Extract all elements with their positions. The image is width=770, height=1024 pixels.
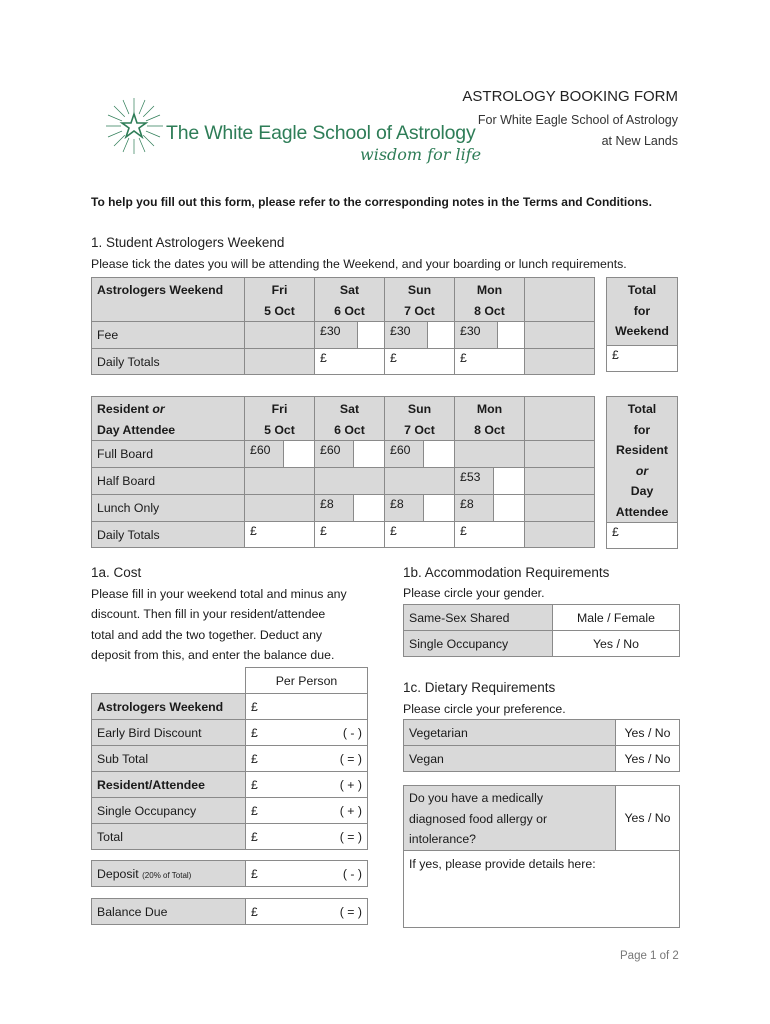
weekend-day-sun: Sun 7 Oct — [385, 278, 455, 322]
weekend-daily-total-blank — [525, 349, 595, 375]
vegetarian-label: Vegetarian — [404, 720, 616, 746]
vegetarian-choice[interactable]: Yes / No — [616, 720, 680, 746]
school-tagline: wisdom for life — [360, 145, 482, 164]
fee-sat: £30 — [315, 322, 385, 349]
balance-value[interactable]: £ ( = ) — [246, 899, 368, 925]
cost-row-discount-value[interactable]: £ ( - ) — [246, 720, 368, 746]
vegan-choice[interactable]: Yes / No — [616, 746, 680, 772]
accommodation-single-choice[interactable]: Yes / No — [553, 631, 680, 657]
lunch-only-label: Lunch Only — [92, 495, 245, 522]
balance-label: Balance Due — [92, 899, 246, 925]
full-board-fri-tickbox[interactable] — [283, 441, 314, 467]
resident-daily-total-sun[interactable]: £ — [385, 522, 455, 548]
weekend-total-table — [606, 277, 678, 372]
cost-corner — [92, 668, 246, 694]
cost-title: 1a. Cost — [91, 565, 142, 580]
cost-row-subtotal-label: Sub Total — [92, 746, 246, 772]
cost-row-single-occupancy-value[interactable]: £ ( + ) — [246, 798, 368, 824]
weekend-total-header: Total for Weekend — [607, 278, 678, 346]
dietary-table — [403, 719, 680, 772]
weekend-daily-total-fri — [245, 349, 315, 375]
vegan-label: Vegan — [404, 746, 616, 772]
weekend-daily-totals-label: Daily Totals — [92, 349, 245, 375]
deposit-table — [91, 860, 368, 887]
accommodation-table — [403, 604, 680, 657]
accommodation-title: 1b. Accommodation Requirements — [403, 565, 610, 580]
weekend-daily-total-mon[interactable]: £ — [455, 349, 525, 375]
resident-day-fri: Fri 5 Oct — [245, 397, 315, 441]
fee-sun-tickbox[interactable] — [427, 322, 454, 348]
weekend-day-mon: Mon 8 Oct — [455, 278, 525, 322]
resident-daily-total-mon[interactable]: £ — [455, 522, 525, 548]
accommodation-instruction: Please circle your gender. — [403, 586, 545, 600]
half-board-label: Half Board — [92, 468, 245, 495]
section-1-title: 1. Student Astrologers Weekend — [91, 235, 285, 250]
allergy-details-label: If yes, please provide details here: — [409, 856, 596, 871]
accommodation-single-label: Single Occupancy — [404, 631, 553, 657]
lunch-only-fri — [245, 495, 315, 522]
resident-daily-totals-label: Daily Totals — [92, 522, 245, 548]
allergy-choice[interactable]: Yes / No — [616, 786, 680, 851]
accommodation-shared-label: Same-Sex Shared — [404, 605, 553, 631]
full-board-sat: £60 — [315, 441, 385, 468]
lunch-only-mon: £8 — [455, 495, 525, 522]
per-person-header: Per Person — [246, 668, 368, 694]
cost-row-total-value[interactable]: £ ( = ) — [246, 824, 368, 850]
form-location: at New Lands — [601, 134, 678, 148]
full-board-fri: £60 — [245, 441, 315, 468]
cost-row-discount-label: Early Bird Discount — [92, 720, 246, 746]
lunch-only-sat-tickbox[interactable] — [353, 495, 384, 521]
cost-instruction-line-4: deposit from this, and enter the balance due. — [91, 648, 335, 662]
full-board-sun-tickbox[interactable] — [423, 441, 454, 467]
cost-row-weekend-label: Astrologers Weekend — [92, 694, 246, 720]
cost-row-resident-value[interactable]: £ ( + ) — [246, 772, 368, 798]
resident-total-value[interactable]: £ — [607, 523, 678, 549]
resident-header-label: Resident or Day Attendee — [92, 397, 245, 441]
weekend-daily-total-sun[interactable]: £ — [385, 349, 455, 375]
half-board-sat — [315, 468, 385, 495]
fee-sun: £30 — [385, 322, 455, 349]
page-number: Page 1 of 2 — [620, 950, 679, 962]
accommodation-shared-choice[interactable]: Male / Female — [553, 605, 680, 631]
weekend-header-label: Astrologers Weekend — [92, 278, 245, 322]
weekend-daily-total-sat[interactable]: £ — [315, 349, 385, 375]
weekend-day-sat: Sat 6 Oct — [315, 278, 385, 322]
resident-daily-total-fri[interactable]: £ — [245, 522, 315, 548]
resident-day-sun: Sun 7 Oct — [385, 397, 455, 441]
deposit-value[interactable]: £ ( - ) — [246, 861, 368, 887]
resident-total-header: Total for Resident or Day Attendee — [607, 397, 678, 523]
fee-fri — [245, 322, 315, 349]
lunch-only-sun-tickbox[interactable] — [423, 495, 454, 521]
fee-label: Fee — [92, 322, 245, 349]
dietary-instruction: Please circle your preference. — [403, 702, 566, 716]
fee-mon-tickbox[interactable] — [497, 322, 524, 348]
full-board-sat-tickbox[interactable] — [353, 441, 384, 467]
cost-row-total-label: Total — [92, 824, 246, 850]
half-board-mon-tickbox[interactable] — [493, 468, 524, 494]
cost-instruction-line-2: discount. Then fill in your resident/attendee — [91, 607, 326, 621]
lunch-only-sat: £8 — [315, 495, 385, 522]
resident-total-table — [606, 396, 678, 549]
allergy-question: Do you have a medically diagnosed food allergy or intolerance? — [404, 786, 616, 851]
full-board-mon — [455, 441, 525, 468]
half-board-sun — [385, 468, 455, 495]
resident-blank-header — [525, 397, 595, 441]
half-board-blank — [525, 468, 595, 495]
resident-day-mon: Mon 8 Oct — [455, 397, 525, 441]
form-subtitle: For White Eagle School of Astrology — [477, 113, 678, 127]
resident-daily-total-sat[interactable]: £ — [315, 522, 385, 548]
fee-mon: £30 — [455, 322, 525, 349]
full-board-label: Full Board — [92, 441, 245, 468]
fee-sat-tickbox[interactable] — [357, 322, 384, 348]
lunch-only-blank — [525, 495, 595, 522]
section-1-instruction: Please tick the dates you will be attending the Weekend, and your boarding or lunch requirements. — [91, 257, 627, 271]
resident-day-sat: Sat 6 Oct — [315, 397, 385, 441]
cost-instruction-line-3: total and add the two together. Deduct any — [91, 628, 323, 642]
deposit-label: Deposit (20% of Total) — [92, 861, 246, 887]
resident-daily-total-blank — [525, 522, 595, 548]
cost-instruction-line-1: Please fill in your weekend total and minus any — [91, 587, 347, 601]
weekend-day-fri: Fri 5 Oct — [245, 278, 315, 322]
lunch-only-sun: £8 — [385, 495, 455, 522]
eagle-star-logo-icon — [103, 97, 165, 155]
cost-row-resident-label: Resident/Attendee — [92, 772, 246, 798]
intro-text: To help you fill out this form, please refer to the corresponding notes in the Terms and Conditions. — [91, 195, 652, 209]
form-title: ASTROLOGY BOOKING FORM — [462, 88, 678, 105]
weekend-total-value[interactable]: £ — [607, 346, 678, 372]
cost-row-subtotal-value[interactable]: £ ( = ) — [246, 746, 368, 772]
dietary-title: 1c. Dietary Requirements — [403, 680, 556, 695]
fee-blank — [525, 322, 595, 349]
weekend-blank-header — [525, 278, 595, 322]
lunch-only-mon-tickbox[interactable] — [493, 495, 524, 521]
weekend-table — [91, 277, 595, 375]
balance-table — [91, 898, 368, 925]
half-board-fri — [245, 468, 315, 495]
full-board-blank — [525, 441, 595, 468]
resident-table — [91, 396, 595, 548]
school-name-logo: The White Eagle School of Astrology — [166, 122, 476, 144]
allergy-table — [403, 785, 680, 928]
cost-table — [91, 667, 368, 850]
full-board-sun: £60 — [385, 441, 455, 468]
cost-row-weekend-value[interactable]: £ — [246, 694, 368, 720]
allergy-details-field[interactable] — [404, 850, 680, 927]
half-board-mon: £53 — [455, 468, 525, 495]
cost-row-single-occupancy-label: Single Occupancy — [92, 798, 246, 824]
